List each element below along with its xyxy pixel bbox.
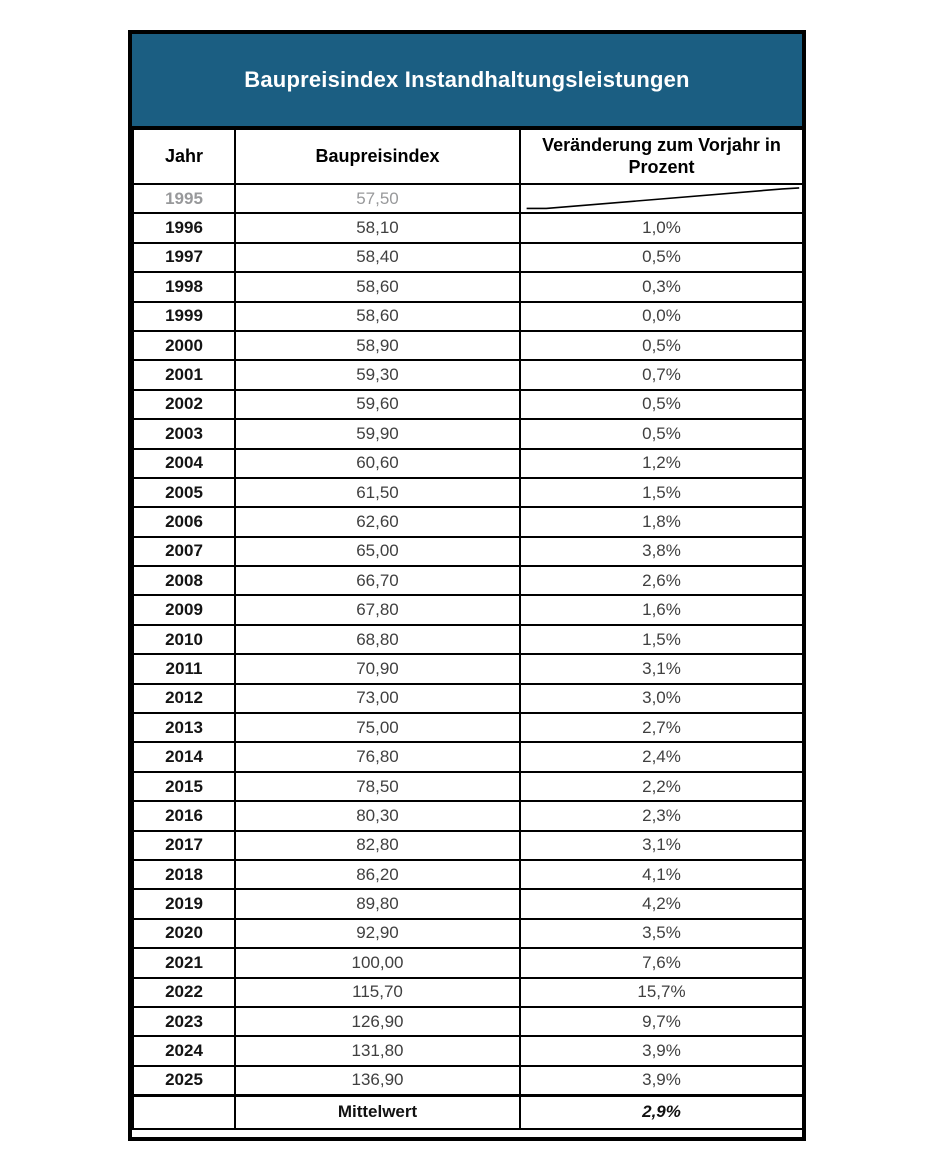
table-row [133,625,803,654]
change-cell: 1,0% [520,213,803,242]
change-cell: 1,6% [520,595,803,624]
table-row [133,860,803,889]
year-cell: 2019 [133,889,235,918]
year-cell: 2010 [133,625,235,654]
year-cell: 2009 [133,595,235,624]
index-cell: 82,80 [235,831,520,860]
change-cell: 0,5% [520,390,803,419]
year-cell: 1996 [133,213,235,242]
change-cell: 3,9% [520,1036,803,1065]
table-row [133,302,803,331]
index-cell: 70,90 [235,654,520,683]
change-cell: 2,4% [520,742,803,771]
index-cell: 58,90 [235,331,520,360]
data-table [132,128,804,1130]
table-row [133,507,803,536]
index-cell: 78,50 [235,772,520,801]
year-cell: 2014 [133,742,235,771]
index-cell: 89,80 [235,889,520,918]
year-cell: 2008 [133,566,235,595]
year-cell: 2025 [133,1066,235,1095]
index-cell: 65,00 [235,537,520,566]
year-cell: 2000 [133,331,235,360]
index-cell: 100,00 [235,948,520,977]
index-cell: 76,80 [235,742,520,771]
change-cell: 3,1% [520,831,803,860]
year-cell: 2001 [133,360,235,389]
change-cell: 2,3% [520,801,803,830]
table-row [133,184,803,213]
index-cell: 92,90 [235,919,520,948]
table-row [133,919,803,948]
change-cell: 0,5% [520,419,803,448]
table-row [133,213,803,242]
table-row [133,478,803,507]
header-row [133,129,803,184]
year-cell: 2007 [133,537,235,566]
index-cell: 57,50 [235,184,520,213]
change-cell: 7,6% [520,948,803,977]
change-cell: 4,2% [520,889,803,918]
index-cell: 66,70 [235,566,520,595]
year-cell: 1998 [133,272,235,301]
index-cell: 115,70 [235,978,520,1007]
table-title: Baupreisindex Instandhaltungsleistungen [244,67,690,92]
index-cell: 86,20 [235,860,520,889]
index-cell: 59,60 [235,390,520,419]
year-cell: 1999 [133,302,235,331]
year-cell: 2012 [133,684,235,713]
year-cell: 2002 [133,390,235,419]
change-cell: 4,1% [520,860,803,889]
year-cell: 2020 [133,919,235,948]
change-cell: 2,2% [520,772,803,801]
index-cell: 67,80 [235,595,520,624]
change-cell: 0,5% [520,243,803,272]
table-row [133,654,803,683]
year-cell: 2023 [133,1007,235,1036]
column-header-baupreisindex: Baupreisindex [235,129,520,184]
index-cell: 61,50 [235,478,520,507]
table-row [133,419,803,448]
year-cell: 2021 [133,948,235,977]
table-row [133,978,803,1007]
year-cell: 2006 [133,507,235,536]
index-cell: 59,90 [235,419,520,448]
table-row [133,1007,803,1036]
table-row [133,1066,803,1095]
year-cell: 2017 [133,831,235,860]
index-cell: 75,00 [235,713,520,742]
index-cell: 136,90 [235,1066,520,1095]
year-cell: 2018 [133,860,235,889]
change-cell [520,184,803,213]
year-cell: 1997 [133,243,235,272]
year-cell: 2005 [133,478,235,507]
year-cell: 2022 [133,978,235,1007]
table-title-bar [132,34,802,128]
year-cell: 2016 [133,801,235,830]
footer-value: 2,9% [520,1095,803,1129]
index-cell: 58,60 [235,272,520,301]
table-row [133,390,803,419]
diagonal-strike-line [521,185,802,212]
index-cell: 58,10 [235,213,520,242]
table-row [133,449,803,478]
index-cell: 58,40 [235,243,520,272]
footer-empty-cell [133,1095,235,1129]
table-row [133,713,803,742]
change-cell: 3,8% [520,537,803,566]
table-row [133,948,803,977]
table-row [133,801,803,830]
year-cell: 2024 [133,1036,235,1065]
year-cell: 1995 [133,184,235,213]
table-row [133,595,803,624]
change-cell: 0,7% [520,360,803,389]
index-cell: 68,80 [235,625,520,654]
change-cell: 1,5% [520,478,803,507]
footer-label: Mittelwert [235,1095,520,1129]
table-row [133,772,803,801]
table-row [133,742,803,771]
table-row [133,684,803,713]
baupreisindex-table [128,30,806,1141]
table-row [133,537,803,566]
change-cell: 0,0% [520,302,803,331]
column-header-jahr: Jahr [133,129,235,184]
change-cell: 1,2% [520,449,803,478]
change-cell: 2,6% [520,566,803,595]
year-cell: 2004 [133,449,235,478]
table-row [133,566,803,595]
table-row [133,889,803,918]
change-cell: 9,7% [520,1007,803,1036]
index-cell: 73,00 [235,684,520,713]
table-row [133,243,803,272]
change-cell: 1,8% [520,507,803,536]
change-cell: 3,9% [520,1066,803,1095]
footer-row [133,1095,803,1129]
change-cell: 1,5% [520,625,803,654]
index-cell: 80,30 [235,801,520,830]
table-row [133,1036,803,1065]
year-cell: 2011 [133,654,235,683]
table-row [133,360,803,389]
index-cell: 131,80 [235,1036,520,1065]
index-cell: 60,60 [235,449,520,478]
change-cell: 0,5% [520,331,803,360]
year-cell: 2013 [133,713,235,742]
change-cell: 3,5% [520,919,803,948]
table-row [133,272,803,301]
change-cell: 3,1% [520,654,803,683]
change-cell: 3,0% [520,684,803,713]
change-cell: 2,7% [520,713,803,742]
table-row [133,331,803,360]
year-cell: 2003 [133,419,235,448]
change-cell: 15,7% [520,978,803,1007]
index-cell: 59,30 [235,360,520,389]
index-cell: 126,90 [235,1007,520,1036]
table-row [133,831,803,860]
change-cell: 0,3% [520,272,803,301]
year-cell: 2015 [133,772,235,801]
column-header-veraenderung: Veränderung zum Vorjahr in Prozent [520,129,803,184]
index-cell: 62,60 [235,507,520,536]
index-cell: 58,60 [235,302,520,331]
